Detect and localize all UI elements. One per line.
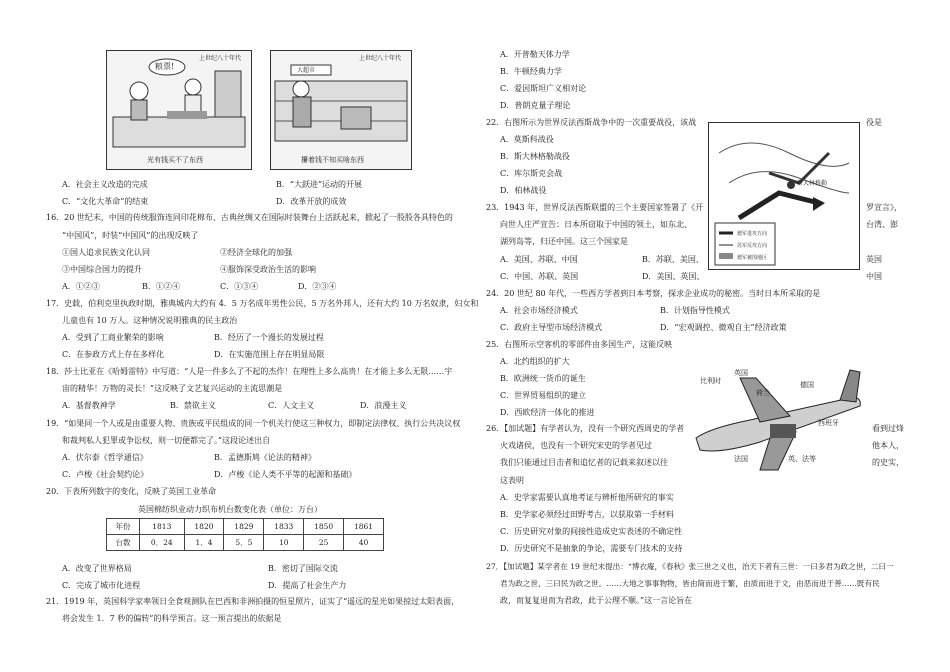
- q24-option-a: A．社会市场经济模式: [500, 306, 578, 315]
- q26-stem-1: 26．【加试题】有学者认为，没有一个研究西周史的学者: [486, 424, 685, 433]
- q26-stem-2: 火戏诸侯，也没有一个研究宋史的学者见过: [500, 441, 652, 450]
- q16-stem-2: “中国风”，时装“中国风”的出现反映了: [62, 231, 199, 240]
- cartoon-right: [270, 50, 412, 170]
- q26-option-a: A．史学家需要认真地考证与辨析他所研究的事实: [500, 493, 674, 502]
- cartoon-right-drawing: [271, 51, 411, 169]
- cartoon-left-drawing: [107, 51, 251, 169]
- table-cell-year: 1850: [304, 519, 344, 535]
- q22-option-a: A．莫斯科战役: [500, 135, 554, 144]
- q21-option-a: A．开普勒天体力学: [500, 50, 570, 59]
- q21-stem-1: 21．1919 年，英国科学家率领日全食观测队在巴西和非洲拍摄的恒星照片，证实了“遥远的星光如果掠过太阳表面，: [46, 597, 460, 606]
- q26-option-b: B．史学家必须经过田野考古，以获取第一手材料: [500, 510, 674, 519]
- q22-stem-end: 役是: [866, 118, 882, 127]
- table-row: [107, 535, 384, 551]
- q25-option-c: C．世界贸易组织的建立: [500, 391, 587, 400]
- q22-option-d: D．柏林战役: [500, 186, 547, 195]
- q16-item-3: ③中国综合国力的提升: [62, 265, 142, 274]
- q23-option-b: B．苏联、美国、: [642, 255, 704, 264]
- table-cell-count: 0．24: [140, 535, 184, 551]
- q20-table-title: 英国棉纺织业动力织布机台数变化表（单位：万台）: [138, 505, 322, 514]
- q24-stem: 24．20 世纪 80 年代，一些西方学者到日本考察，探求企业成功的秘密。当时日本所采取的是: [486, 289, 821, 298]
- q16-option-b: B．①②④: [142, 282, 180, 291]
- cartoon-right-caption: 攥着钱不知买啥东西: [301, 156, 364, 164]
- cartoon-right-era: 上世纪八十年代: [359, 55, 402, 62]
- q17-stem-2: 儿童也有 10 万人。这种情况说明雅典的民主政治: [62, 316, 238, 325]
- q18-option-d: D．浪漫主义: [360, 401, 407, 410]
- q26-stem-3-end: 的史实，: [872, 458, 904, 467]
- airbus-label-france: 法国: [734, 455, 748, 463]
- q20-option-d: D．提高了社会生产力: [268, 581, 347, 590]
- airbus-label-belgium: 比利时: [700, 377, 721, 385]
- q16-stem-1: 16．20 世纪末，中国的传统服饰连同印花棉布、古典丝绸又在国际时装舞台上活跃起来，掀起了一股股各具特色的: [46, 213, 453, 222]
- airbus-label-germany: 德国: [800, 381, 814, 389]
- q25-option-a: A．北约组织的扩大: [500, 357, 570, 366]
- battle-map-city: 斯大林格勒: [797, 180, 828, 187]
- battle-map-drawing: [709, 123, 859, 269]
- table-cell-count-label: 台数: [107, 535, 140, 551]
- q21-stem-2: 将会发生 1．7 秒的偏转”的科学预言。这一预言提出的依据是: [62, 614, 282, 623]
- table-cell-year: 1829: [224, 519, 264, 535]
- table-cell-count: 10: [264, 535, 304, 551]
- q23-option-d-end: 中国: [866, 272, 882, 281]
- q27-stem-2: 君为政之世，三曰民为政之世。……大地之事事物物，皆由简而进于繁，由质而进于文，由恶而进于善……既有民: [500, 579, 880, 588]
- q24-option-b: B．计划指导性模式: [660, 306, 730, 315]
- q17-option-a: A．受到了工商业繁荣的影响: [62, 333, 164, 342]
- airbus-figure: [690, 358, 866, 478]
- table-cell-count: 40: [344, 535, 384, 551]
- q15-option-c: C．“文化大革命”的结束: [62, 197, 149, 206]
- table-row: [107, 519, 384, 535]
- q15-option-b: B．“大跃进”运动的开展: [276, 180, 363, 189]
- table-cell-count: 1．4: [184, 535, 224, 551]
- q23-stem-1-end: 罗宣言》，: [866, 203, 902, 212]
- q19-stem-2: 和裁判私人犯罪或争讼权，则一切便都完了。”这段论述出自: [62, 436, 271, 445]
- q17-option-c: C．在参政方式上存在多样化: [62, 350, 165, 359]
- cartoon-left-era: 上世纪八十年代: [199, 55, 242, 62]
- battle-map-legend-3: 德军被围地区: [737, 255, 768, 261]
- q23-option-c: C．中国、苏联、英国: [500, 272, 579, 281]
- battle-map: [708, 122, 860, 270]
- cartoon-left-caption: 光有钱买不了东西: [147, 156, 203, 164]
- q18-stem-2: 宙的精华！万物的灵长！”这反映了文艺复兴运动的主流思潮是: [62, 384, 283, 393]
- q20-option-c: C．完成了城市化进程: [62, 581, 141, 590]
- q26-stem-3: 我们只能通过目击者和追忆者的记载来叙述以往: [500, 458, 668, 467]
- table-cell-year-label: 年份: [107, 519, 140, 535]
- q17-option-d: D．在实施范围上存在明显局限: [214, 350, 325, 359]
- airbus-label-netherlands: 荷兰: [756, 389, 770, 397]
- q16-item-1: ①国人追求民族文化认同: [62, 248, 150, 257]
- q26-option-c: C．历史研究对象的间接性造成史实表述的不确定性: [500, 527, 683, 536]
- table-cell-year: 1861: [344, 519, 384, 535]
- q23-stem-1: 23．1943 年，世界反法西斯联盟的三个主要国家签署了《开: [486, 203, 704, 212]
- q27-stem-1: 27．【加试题】某学者在 19 世纪末提出：“博衣庵，《春秋》张三世之义也，治天下者有三世：一曰多君为政之世，二曰一: [486, 562, 894, 571]
- q23-stem-2-end: 台湾、澎: [866, 220, 898, 229]
- q20-table: [106, 518, 384, 551]
- q19-option-a: A．伏尔泰《哲学通信》: [62, 453, 148, 462]
- q18-option-a: A．基督教神学: [62, 401, 116, 410]
- q21-option-b: B．牛顿经典力学: [500, 67, 562, 76]
- battle-map-legend-2: 苏军反攻方向: [737, 243, 768, 249]
- q19-option-c: C．卢梭《社会契约论》: [62, 470, 149, 479]
- table-cell-count: 25: [304, 535, 344, 551]
- q19-option-b: B．孟德斯鸠《论法的精神》: [214, 453, 316, 462]
- q26-option-d: D．历史研究不是抽象的争论，需要专门技术的支持: [500, 544, 683, 553]
- q16-option-c: C．①③④: [220, 282, 259, 291]
- q23-option-a: A．美国、苏联、中国: [500, 255, 578, 264]
- q25-option-b: B．欧洲统一货币的诞生: [500, 374, 586, 383]
- q17-stem-1: 17．史载，伯利克里执政时期，雅典城内大约有 4．5 万名成年男性公民，5 万名外邦人，还有大约 10 万名奴隶，妇女和: [46, 299, 479, 308]
- q23-option-d: D．美国、英国、: [642, 272, 705, 281]
- q15-option-d: D．改革开放的成效: [276, 197, 347, 206]
- q21-option-d: D．普朗克量子理论: [500, 101, 571, 110]
- q24-option-c: C．政府主导型市场经济模式: [500, 323, 603, 332]
- battle-map-legend-1: 德军进攻方向: [737, 231, 768, 237]
- q25-option-d: D．西欧经济一体化的推进: [500, 408, 595, 417]
- cartoon-left-speech: 粮票!: [155, 62, 175, 71]
- q19-option-d: D．卢梭《论人类不平等的起源和基础》: [214, 470, 357, 479]
- q16-item-4: ④服饰深受政治生活的影响: [220, 265, 316, 274]
- q24-option-d: D．“宏观调控、微观自主”经济政策: [660, 323, 787, 332]
- q15-option-a: A．社会主义改造的完成: [62, 180, 148, 189]
- q21-option-c: C．爱因斯坦广义相对论: [500, 84, 587, 93]
- table-cell-year: 1813: [140, 519, 184, 535]
- q20-stem: 20．下表所列数字的变化，反映了英国工业革命: [46, 487, 217, 496]
- q20-option-b: B．密切了国际交流: [268, 564, 338, 573]
- cartoon-right-sign: 大超市: [297, 67, 316, 74]
- airbus-label-uk: 英国: [734, 369, 748, 377]
- q27-stem-3: 政，而复复退而为君政，此于公理不顺。”这一言论旨在: [500, 596, 693, 605]
- q23-stem-3: 湖列岛等，归还中国。这三个国家是: [500, 237, 628, 246]
- q22-stem: 22．右图所示为世界反法西斯战争中的一次重要战役，该战: [486, 118, 697, 127]
- q26-stem-2-end: 他本人，: [872, 441, 904, 450]
- table-cell-count: 5．5: [224, 535, 264, 551]
- cartoon-left: [106, 50, 252, 170]
- q16-option-a: A．①②③: [62, 282, 100, 291]
- q22-option-c: C．库尔斯克会战: [500, 169, 563, 178]
- q17-option-b: B．经历了一个漫长的发展过程: [214, 333, 324, 342]
- q19-stem-1: 19．“如果同一个人或是由重要人物、贵族或平民组成的同一个机关行使这三种权力，即制定法律权、执行公共决议权: [46, 419, 461, 428]
- q18-option-b: B．禁欲主义: [170, 401, 216, 410]
- q25-stem: 25．右图所示空客机的零部件由多国生产，这能反映: [486, 340, 673, 349]
- q23-option-b-end: 英国: [866, 255, 882, 264]
- q22-option-b: B．斯大林格勒战役: [500, 152, 570, 161]
- table-cell-year: 1833: [264, 519, 304, 535]
- q16-item-2: ②经济全球化的加强: [220, 248, 292, 257]
- q20-option-a: A．改变了世界格局: [62, 564, 132, 573]
- q26-stem-1-end: 看到过烽: [872, 424, 904, 433]
- table-cell-year: 1820: [184, 519, 224, 535]
- q18-stem-1: 18．莎士比亚在《哈姆雷特》中写道：“人是一件多么了不起的杰作！在理性上多么高贵！在才能上多么无限……宇: [46, 367, 453, 376]
- airbus-label-spain: 西班牙: [818, 419, 839, 427]
- q18-option-c: C．人文主义: [268, 401, 315, 410]
- q23-stem-2: 向世人庄严宣告：日本所窃取于中国的领土，如东北、: [500, 220, 692, 229]
- q16-option-d: D．②③④: [298, 282, 337, 291]
- airbus-label-uk-france: 英、法等: [788, 455, 816, 463]
- q26-stem-4: 这表明: [500, 476, 524, 485]
